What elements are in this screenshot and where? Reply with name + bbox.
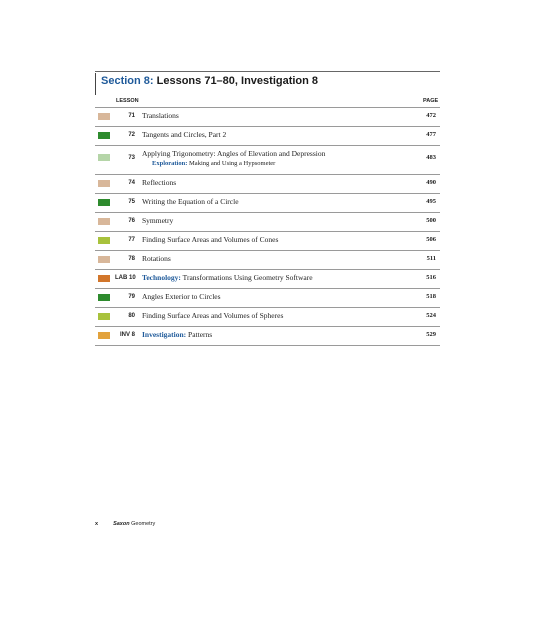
lesson-title-text: Applying Trigonometry: Angles of Elevation and Depression xyxy=(142,149,326,158)
table-row[interactable] xyxy=(95,231,440,250)
lesson-page-number: 495 xyxy=(426,198,436,205)
lesson-title-text: Transformations Using Geometry Software xyxy=(180,273,313,282)
lesson-color-swatch xyxy=(98,199,110,206)
lesson-number: INV 8 xyxy=(119,332,135,338)
lesson-title xyxy=(142,254,171,263)
section-label: Section 8: xyxy=(101,75,154,87)
lesson-title-text: Tangents and Circles, Part 2 xyxy=(142,130,227,139)
lesson-title xyxy=(142,292,221,301)
lesson-title xyxy=(142,235,278,244)
table-row[interactable] xyxy=(95,307,440,326)
lesson-number: 75 xyxy=(128,199,135,205)
lesson-color-swatch xyxy=(98,132,110,139)
header-accent-bar xyxy=(95,73,96,95)
lesson-color-swatch xyxy=(98,180,110,187)
exploration-text: Making and Using a Hypsometer xyxy=(187,160,276,167)
lesson-page-number: 472 xyxy=(426,112,436,119)
table-row[interactable] xyxy=(95,126,440,145)
lesson-title xyxy=(142,178,176,187)
section-lessons: Lessons 71–80, Investigation 8 xyxy=(156,75,319,87)
table-row[interactable] xyxy=(95,212,440,231)
lesson-title xyxy=(142,273,313,282)
lesson-column-header: LESSON xyxy=(116,98,139,104)
header-rule xyxy=(95,71,440,72)
lesson-title xyxy=(142,130,226,139)
lesson-color-swatch xyxy=(98,332,110,339)
lesson-color-swatch xyxy=(98,313,110,320)
lesson-title-text: Reflections xyxy=(142,178,177,187)
lesson-type-label: Investigation: xyxy=(142,330,187,339)
lesson-number: 71 xyxy=(128,113,135,119)
section-title xyxy=(101,75,318,87)
lesson-page-number: 524 xyxy=(426,312,436,319)
footer-brand: Saxon xyxy=(113,521,130,527)
lesson-number: 73 xyxy=(128,155,135,161)
table-row[interactable] xyxy=(95,250,440,269)
lesson-color-swatch xyxy=(98,237,110,244)
lesson-type-label: Technology: xyxy=(142,273,181,282)
lesson-number: 72 xyxy=(128,132,135,138)
lesson-title xyxy=(142,311,283,320)
section-header xyxy=(95,71,440,95)
lesson-page-number: 483 xyxy=(426,154,436,161)
lesson-title-text: Finding Surface Areas and Volumes of Cones xyxy=(142,235,279,244)
lesson-color-swatch xyxy=(98,256,110,263)
lesson-title xyxy=(142,197,239,206)
table-row[interactable] xyxy=(95,326,440,346)
lesson-page-number: 511 xyxy=(426,255,436,262)
lesson-page-number: 500 xyxy=(426,217,436,224)
lesson-title xyxy=(142,149,325,158)
lesson-number: 74 xyxy=(128,180,135,186)
page-column-header: PAGE xyxy=(423,98,439,104)
lesson-number: 77 xyxy=(128,237,135,243)
lesson-color-swatch xyxy=(98,275,110,282)
table-row[interactable] xyxy=(95,145,440,174)
table-row[interactable] xyxy=(95,288,440,307)
table-row[interactable] xyxy=(95,174,440,193)
lesson-list xyxy=(95,107,440,346)
lesson-number: 76 xyxy=(128,218,135,224)
lesson-page-number: 506 xyxy=(426,236,436,243)
lesson-number: LAB 10 xyxy=(115,275,136,281)
page-footer xyxy=(95,521,155,527)
exploration-label: Exploration: xyxy=(152,160,188,167)
footer-subject: Geometry xyxy=(129,521,156,527)
lesson-page-number: 529 xyxy=(426,331,436,338)
lesson-page-number: 477 xyxy=(426,131,436,138)
lesson-title-text: Finding Surface Areas and Volumes of Spheres xyxy=(142,311,284,320)
lesson-number: 79 xyxy=(128,294,135,300)
lesson-title xyxy=(142,216,173,225)
lesson-color-swatch xyxy=(98,113,110,120)
lesson-title xyxy=(142,111,179,120)
lesson-title-text: Writing the Equation of a Circle xyxy=(142,197,239,206)
lesson-title xyxy=(142,330,212,339)
table-row[interactable] xyxy=(95,107,440,126)
lesson-page-number: 490 xyxy=(426,179,436,186)
footer-page-number: x xyxy=(95,521,99,527)
lesson-title-text: Patterns xyxy=(186,330,213,339)
lesson-title-text: Rotations xyxy=(142,254,171,263)
lesson-page-number: 518 xyxy=(426,293,436,300)
lesson-color-swatch xyxy=(98,154,110,161)
lesson-number: 80 xyxy=(128,313,135,319)
lesson-title-text: Translations xyxy=(142,111,179,120)
lesson-title-text: Symmetry xyxy=(142,216,174,225)
lesson-page-number: 516 xyxy=(426,274,436,281)
lesson-color-swatch xyxy=(98,294,110,301)
lesson-subtitle xyxy=(152,160,275,167)
table-row[interactable] xyxy=(95,193,440,212)
lesson-title-text: Angles Exterior to Circles xyxy=(142,292,221,301)
table-row[interactable] xyxy=(95,269,440,288)
lesson-color-swatch xyxy=(98,218,110,225)
lesson-number: 78 xyxy=(128,256,135,262)
